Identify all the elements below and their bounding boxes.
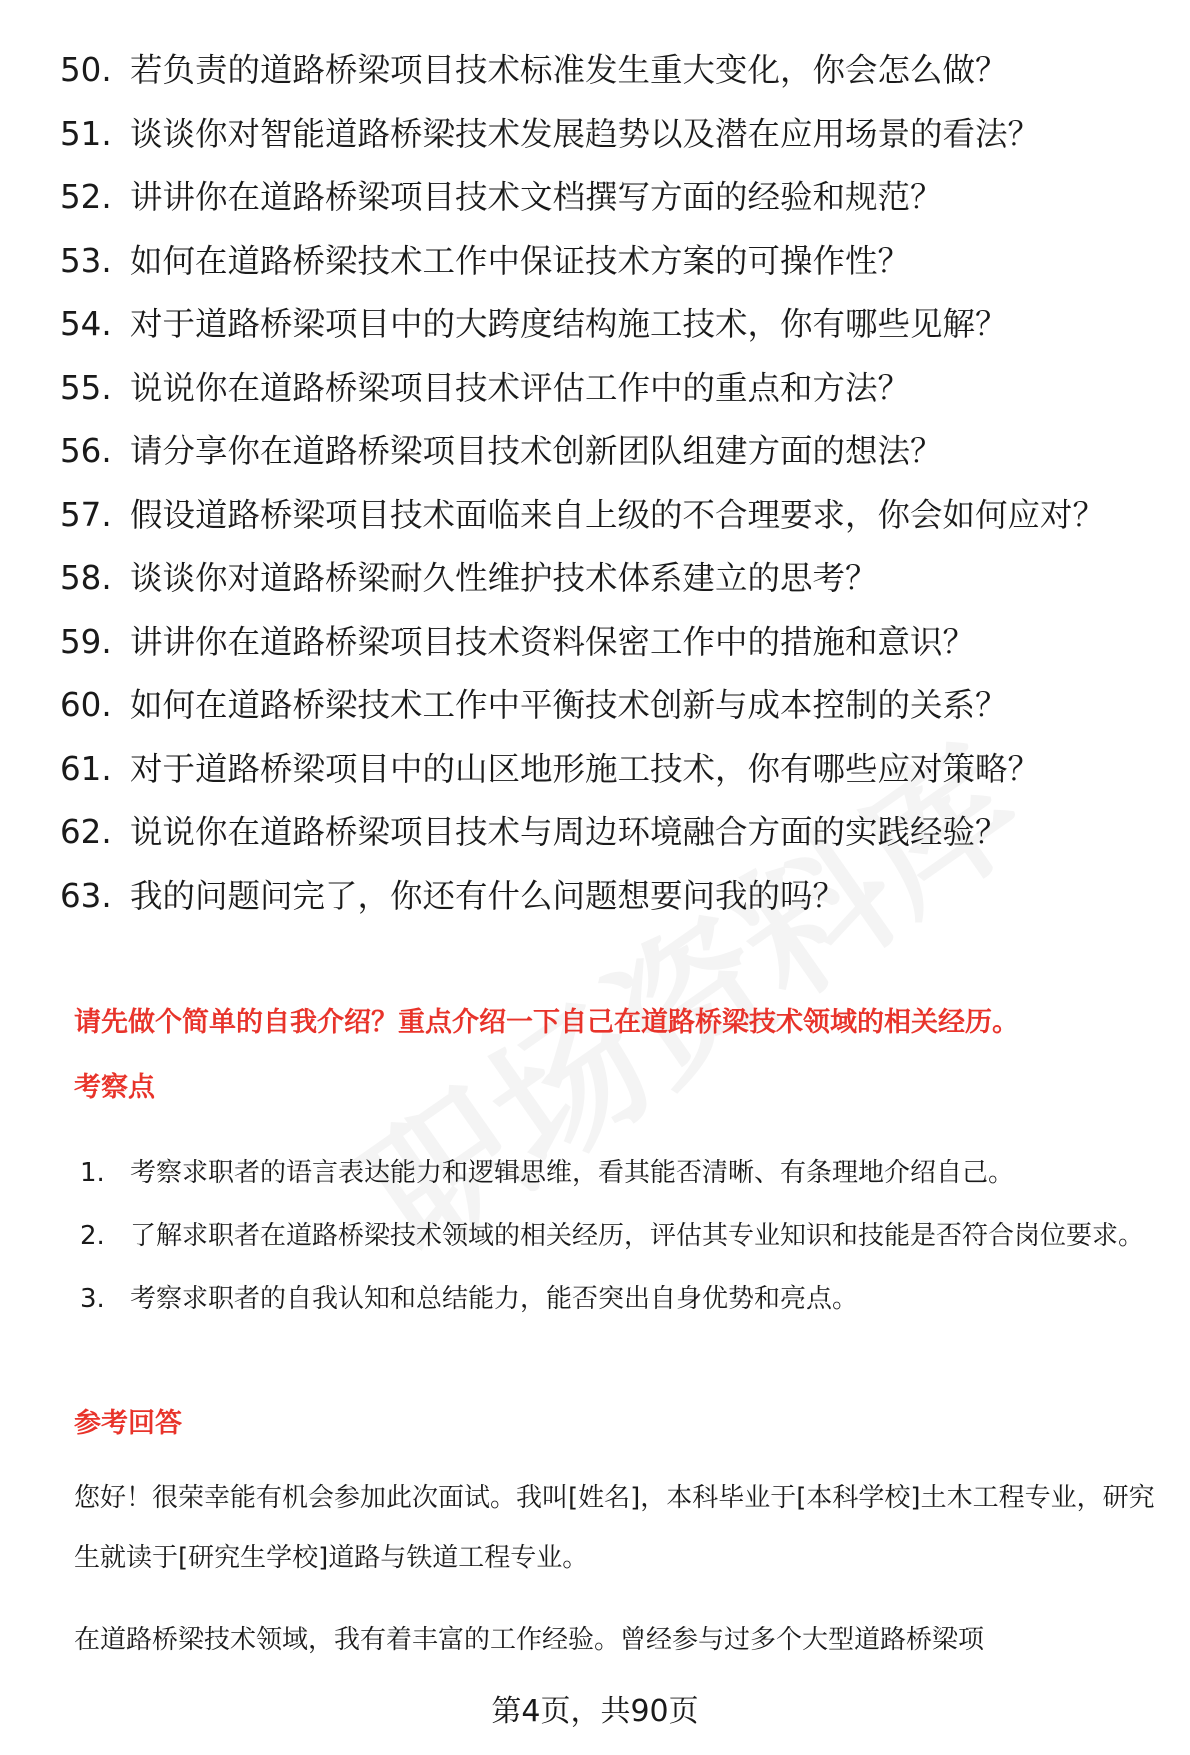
assessment-point	[80, 1145, 1160, 1202]
point-text: 考察求职者的语言表达能力和逻辑思维，看其能否清晰、有条理地介绍自己。	[130, 1158, 1015, 1188]
question-item	[60, 112, 1150, 156]
question-text: 谈谈你对智能道路桥梁技术发展趋势以及潜在应用场景的看法？	[130, 114, 1041, 153]
question-text: 我的问题问完了，你还有什么问题想要问我的吗？	[130, 876, 846, 915]
question-text: 谈谈你对道路桥梁耐久性维护技术体系建立的思考？	[130, 559, 878, 597]
question-item	[60, 175, 1150, 219]
highlight-question: 请先做个简单的自我介绍？重点介绍一下自己在道路桥梁技术领域的相关经历。	[74, 1007, 1019, 1038]
question-item	[60, 302, 1150, 346]
page-number: 第4页，共90页	[491, 1694, 699, 1729]
question-text: 请分享你在道路桥梁项目技术创新团队组建方面的想法？	[130, 432, 943, 470]
question-item	[60, 493, 1150, 537]
assessment-points	[80, 1145, 1160, 1334]
question-number: 63.	[60, 876, 112, 915]
question-item	[60, 620, 1150, 664]
question-number: 59.	[60, 622, 112, 661]
question-number: 52.	[60, 178, 112, 216]
question-number: 51.	[60, 114, 112, 153]
question-text: 讲讲你在道路桥梁项目技术资料保密工作中的措施和意识？	[130, 622, 976, 661]
point-number: 2.	[80, 1221, 105, 1251]
question-number: 60.	[60, 686, 112, 724]
question-number: 54.	[60, 305, 112, 343]
reference-paragraph: 在道路桥梁技术领域，我有着丰富的工作经验。曾经参与过多个大型道路桥梁项	[74, 1625, 985, 1655]
question-number: 55.	[60, 368, 112, 407]
question-number: 53.	[60, 241, 112, 280]
question-item	[60, 747, 1150, 791]
question-text: 如何在道路桥梁技术工作中平衡技术创新与成本控制的关系？	[130, 686, 1008, 724]
reference-paragraph: 您好！很荣幸能有机会参加此次面试。我叫[姓名]，本科毕业于[本科学校]土木工程专业，研究生就读于[研究生学校]道路与铁道工程专业。	[74, 1483, 1155, 1573]
question-number: 58.	[60, 559, 112, 597]
point-number: 1.	[80, 1158, 105, 1188]
assessment-point	[80, 1208, 1160, 1265]
question-text: 若负责的道路桥梁项目技术标准发生重大变化，你会怎么做？	[130, 51, 1008, 89]
question-item	[60, 874, 1150, 918]
question-text: 讲讲你在道路桥梁项目技术文档撰写方面的经验和规范？	[130, 178, 943, 216]
point-text: 考察求职者的自我认知和总结能力，能否突出自身优势和亮点。	[130, 1284, 859, 1314]
question-text: 说说你在道路桥梁项目技术与周边环境融合方面的实践经验？	[130, 813, 1008, 851]
question-item	[60, 48, 1150, 92]
question-item	[60, 239, 1150, 283]
question-number: 61.	[60, 749, 112, 788]
question-item	[60, 366, 1150, 410]
reference-heading: 参考回答	[74, 1408, 182, 1439]
point-text: 了解求职者在道路桥梁技术领域的相关经历，评估其专业知识和技能是否符合岗位要求。	[130, 1221, 1145, 1251]
question-text: 说说你在道路桥梁项目技术评估工作中的重点和方法？	[130, 368, 911, 407]
assessment-point	[80, 1271, 1160, 1328]
question-text: 假设道路桥梁项目技术面临来自上级的不合理要求，你会如何应对？	[130, 495, 1106, 534]
question-item	[60, 429, 1150, 473]
question-text: 如何在道路桥梁技术工作中保证技术方案的可操作性？	[130, 241, 911, 280]
point-number: 3.	[80, 1284, 105, 1314]
question-number: 62.	[60, 813, 112, 851]
question-item	[60, 556, 1150, 600]
question-number: 57.	[60, 495, 112, 534]
question-number: 56.	[60, 432, 112, 470]
question-item	[60, 810, 1150, 854]
question-text: 对于道路桥梁项目中的大跨度结构施工技术，你有哪些见解？	[130, 305, 1008, 343]
assessment-heading: 考察点	[74, 1072, 155, 1103]
question-item	[60, 683, 1150, 727]
question-list	[60, 48, 1150, 937]
question-text: 对于道路桥梁项目中的山区地形施工技术，你有哪些应对策略？	[130, 749, 1041, 788]
question-number: 50.	[60, 51, 112, 89]
